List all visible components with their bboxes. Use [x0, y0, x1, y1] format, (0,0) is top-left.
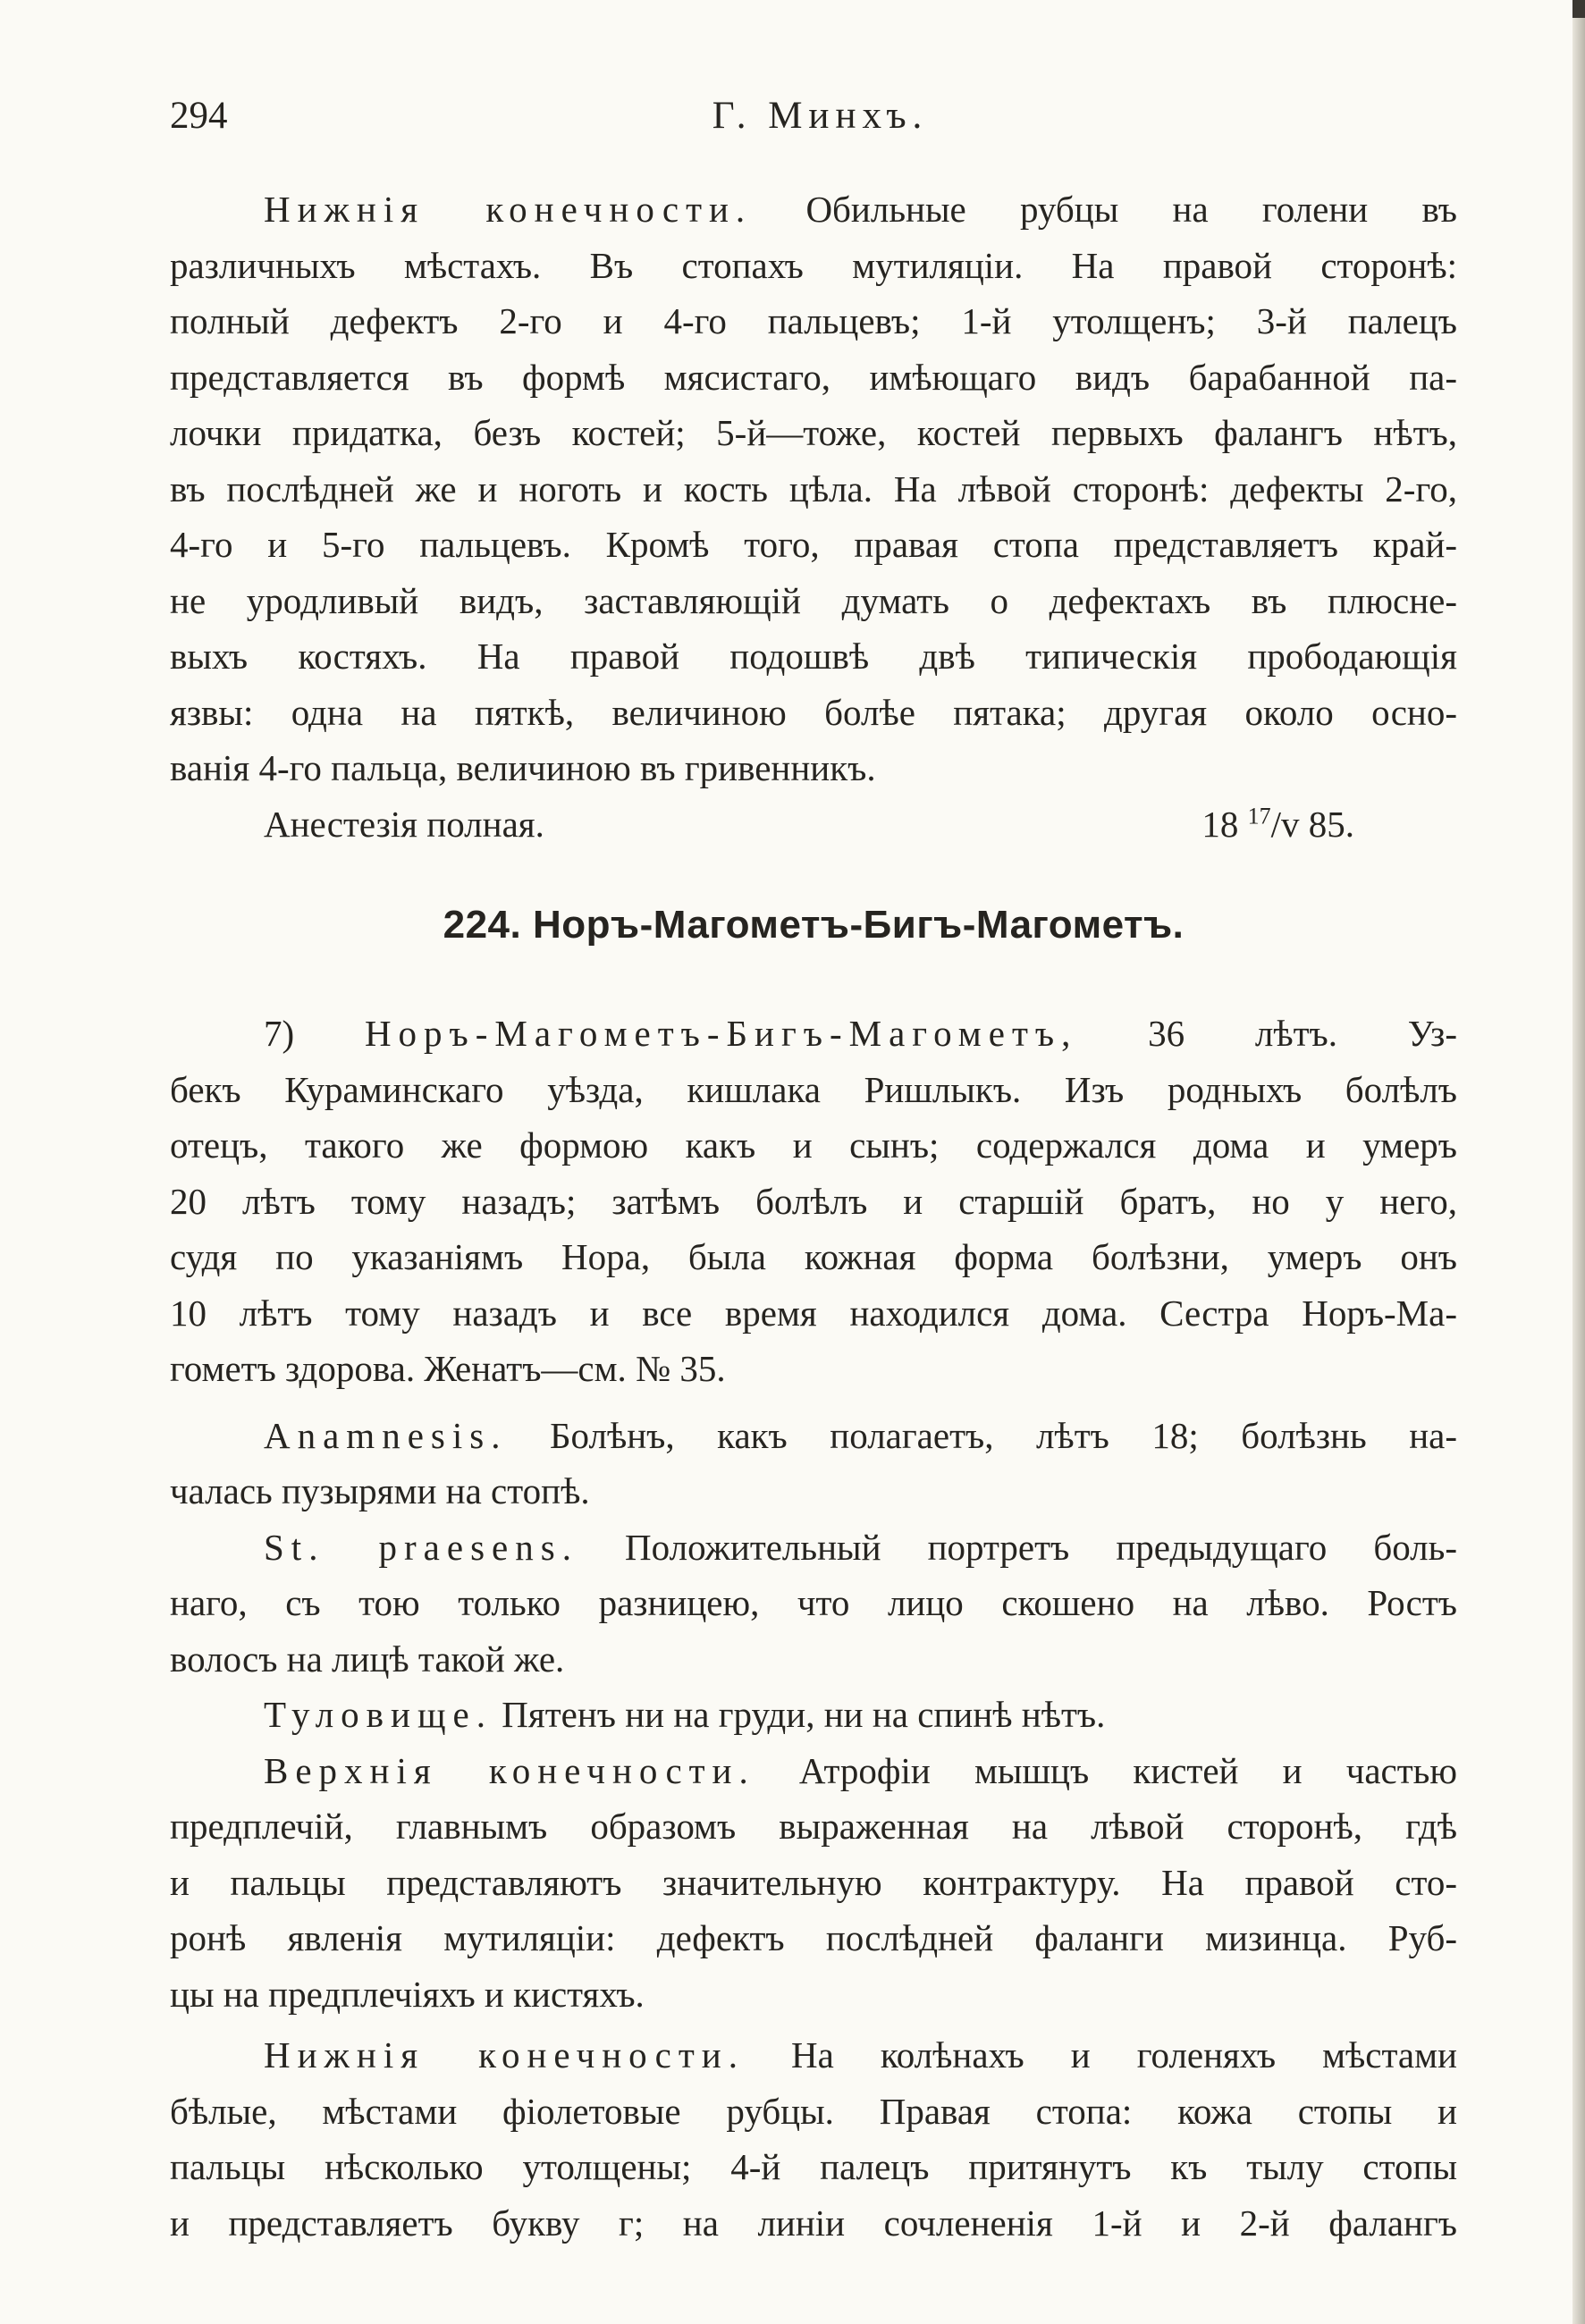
- text-line: 20 лѣтъ тому назадъ; затѣмъ болѣлъ и старшій братъ, но у него,: [170, 1180, 1457, 1222]
- text-line: 7) Норъ-Магометъ-Бигъ-Магометъ, 36 лѣтъ. Уз-: [264, 1013, 1458, 1054]
- text-line: выхъ костяхъ. На правой подошвѣ двѣ типическія прободающія: [170, 636, 1457, 677]
- text-line: лочки придатка, безъ костей; 5-й—тоже, костей первыхъ фалангъ нѣтъ,: [170, 412, 1457, 453]
- page-number: 294: [170, 95, 228, 137]
- page-header: [170, 94, 1471, 147]
- text-line: Anamnesis. Болѣнъ, какъ полагаетъ, лѣтъ 18; болѣзнь на-: [264, 1414, 1457, 1456]
- subsection-heading: Верхнія конечности.: [264, 1749, 755, 1791]
- text-line: Нижнія конечности. Обильные рубцы на голени въ: [264, 189, 1457, 230]
- text-line: наго, съ тою только разницею, что лицо скошено на лѣво. Ростъ: [170, 1582, 1457, 1623]
- text-line: отецъ, такого же формою какъ и сынъ; содержался дома и умеръ: [170, 1124, 1457, 1166]
- anesthesia-note: Анестезія полная.: [264, 803, 544, 845]
- text-line: St. praesens. Положительный портретъ предыдущаго боль-: [264, 1526, 1457, 1568]
- subsection-heading: Нижнія конечности.: [264, 2034, 745, 2076]
- text-line: и представляетъ букву г; на линіи сочлененія 1-й и 2-й фалангъ: [170, 2202, 1457, 2244]
- text-line: Нижнія конечности. На колѣнахъ и голеняхъ мѣстами: [264, 2034, 1457, 2076]
- text-line: въ послѣдней же и ноготь и кость цѣла. На лѣвой сторонѣ: дефекты 2-го,: [170, 467, 1457, 509]
- text-line: судя по указаніямъ Нора, была кожная форма болѣзни, умеръ онъ: [170, 1236, 1457, 1277]
- text-line: волосъ на лицѣ такой же.: [170, 1638, 565, 1680]
- case-continuation: [170, 181, 1457, 852]
- text-line: предплечій, главнымъ образомъ выраженная на лѣвой сторонѣ, гдѣ: [170, 1806, 1457, 1847]
- text-line: язвы: одна на пяткѣ, величиною болѣе пятака; другая около осно-: [170, 691, 1457, 733]
- text-line: цы на предплечіяхъ и кистяхъ.: [170, 1973, 645, 2015]
- corner-mark: [1572, 0, 1585, 18]
- text-line: 4-го и 5-го пальцевъ. Кромѣ того, правая стопа представляетъ край-: [170, 524, 1457, 565]
- text-line: Верхнія конечности. Атрофіи мышцъ кистей и частью: [264, 1749, 1457, 1791]
- text-line: гометъ здорова. Женатъ—см. № 35.: [170, 1348, 726, 1389]
- text-line: 10 лѣтъ тому назадъ и все время находился дома. Сестра Норъ-Ма-: [170, 1292, 1457, 1334]
- text-line: ванія 4-го пальца, величиною въ гривенникъ.: [170, 747, 876, 788]
- section-title: 224. Норъ-Магометъ-Бигъ-Магометъ.: [443, 903, 1185, 947]
- text-line: и пальцы представляютъ значительную контрактуру. На правой сто-: [170, 1861, 1457, 1903]
- text-line: чалась пузырями на стопѣ.: [170, 1470, 590, 1511]
- running-title: Г. Минхъ.: [712, 95, 929, 137]
- record-date: 18 $^{17}$/v 85.: [1201, 802, 1354, 845]
- subsection-heading: Anamnesis.: [264, 1414, 508, 1456]
- page-edge-shadow: [1572, 0, 1585, 2324]
- subsection-heading: Нижнія конечности.: [264, 189, 753, 230]
- text-line: полный дефектъ 2-го и 4-го пальцевъ; 1-й утолщенъ; 3-й палецъ: [170, 300, 1457, 341]
- text-line: не уродливый видъ, заставляющій думать о дефектахъ въ плюсне-: [170, 579, 1457, 621]
- patient-name: Норъ-Магометъ-Бигъ-Магометъ,: [364, 1013, 1078, 1054]
- text-line: Туловище. Пятенъ ни на груди, ни на спинѣ нѣтъ.: [264, 1694, 1106, 1735]
- text-line: представляется въ формѣ мясистаго, имѣющаго видъ барабанной па-: [170, 356, 1457, 398]
- text-line: бѣлые, мѣстами фіолетовые рубцы. Правая стопа: кожа стопы и: [170, 2090, 1457, 2132]
- text-line: ронѣ явленія мутиляціи: дефектъ послѣдней фаланги мизинца. Руб-: [170, 1917, 1457, 1958]
- subsection-heading: St. praesens.: [264, 1526, 578, 1568]
- text-line: различныхъ мѣстахъ. Въ стопахъ мутиляціи. На правой сторонѣ:: [170, 244, 1457, 286]
- text-line: бекъ Кураминскаго уѣзда, кишлака Ришлыкъ. Изъ родныхъ болѣлъ: [170, 1068, 1457, 1110]
- subsection-heading: Туловище.: [264, 1694, 493, 1735]
- text-line: пальцы нѣсколько утолщены; 4-й палецъ притянутъ къ тылу стопы: [170, 2146, 1457, 2187]
- case-224: [170, 1006, 1457, 2251]
- anesthesia-line: [170, 796, 1457, 853]
